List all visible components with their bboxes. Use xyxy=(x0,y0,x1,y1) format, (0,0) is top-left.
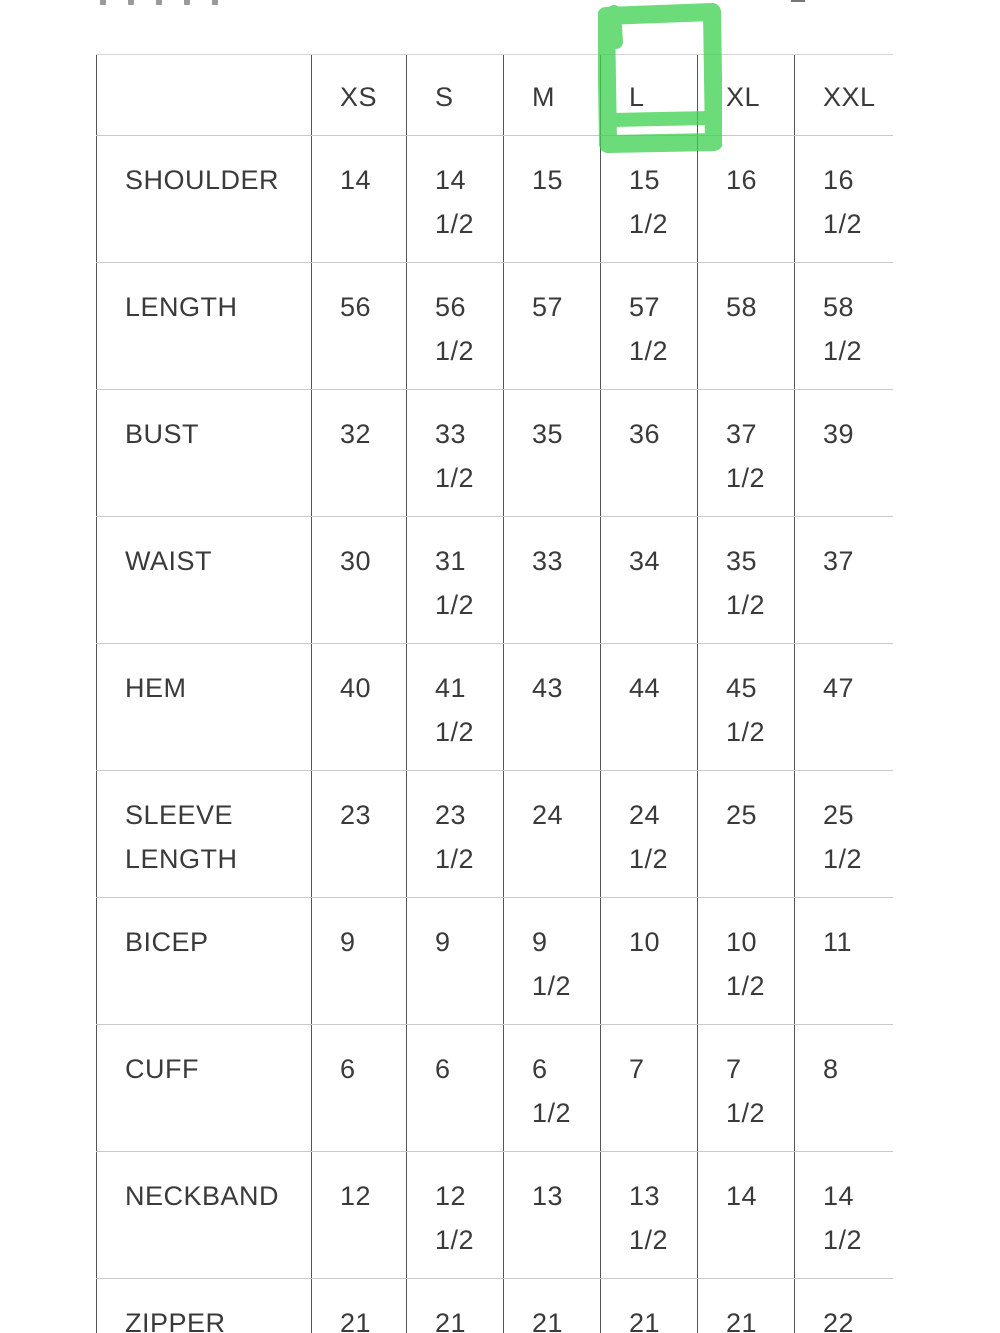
measurement-value: 21 xyxy=(532,1308,564,1333)
measurement-value: 31 1/2 xyxy=(435,546,475,620)
measurement-value: 15 xyxy=(532,165,564,195)
value-cell-xs xyxy=(312,1152,407,1279)
value-cell-m xyxy=(504,263,601,390)
value-cell-l xyxy=(601,1025,698,1152)
header-corner-cell xyxy=(97,55,312,136)
measurement-value: 14 1/2 xyxy=(823,1181,863,1255)
measurement-value: 57 1/2 xyxy=(629,292,669,366)
measurement-value: 12 1/2 xyxy=(435,1181,475,1255)
size-header-xl: XL xyxy=(698,55,795,136)
table-row xyxy=(97,1152,893,1279)
table-row xyxy=(97,517,893,644)
measurement-value: 35 xyxy=(532,419,564,449)
value-cell-xs xyxy=(312,390,407,517)
value-cell-l xyxy=(601,517,698,644)
value-cell-s xyxy=(407,263,504,390)
table-row xyxy=(97,898,893,1025)
value-cell-xl xyxy=(698,263,795,390)
value-cell-xs xyxy=(312,1279,407,1333)
measurement-value: 7 1/2 xyxy=(726,1054,766,1128)
measurement-value: 22 xyxy=(823,1308,855,1333)
value-cell-l xyxy=(601,898,698,1025)
measurement-value: 39 xyxy=(823,419,855,449)
measurement-value: 56 1/2 xyxy=(435,292,475,366)
measurement-value: 6 1/2 xyxy=(532,1054,572,1128)
measurement-value: 21 xyxy=(629,1308,661,1333)
value-cell-m xyxy=(504,644,601,771)
measurement-value: 10 1/2 xyxy=(726,927,766,1001)
value-cell-xs xyxy=(312,898,407,1025)
measurement-value: 21 xyxy=(435,1308,467,1333)
measurement-value: 12 xyxy=(340,1181,372,1211)
value-cell-xxl xyxy=(795,1152,893,1279)
value-cell-xxl xyxy=(795,771,893,898)
measurement-value: 56 xyxy=(340,292,372,322)
measurement-value: 24 xyxy=(532,800,564,830)
cropped-top-text xyxy=(100,0,260,4)
value-cell-xs xyxy=(312,644,407,771)
table-row xyxy=(97,1279,893,1333)
measurement-value: 9 1/2 xyxy=(532,927,572,1001)
measurement-value: 32 xyxy=(340,419,372,449)
value-cell-xs xyxy=(312,1025,407,1152)
measurement-value: 23 xyxy=(340,800,372,830)
value-cell-s xyxy=(407,517,504,644)
value-cell-l xyxy=(601,1279,698,1333)
value-cell-xxl xyxy=(795,1025,893,1152)
size-header-l: L xyxy=(601,55,698,136)
value-cell-s xyxy=(407,1152,504,1279)
measurement-label: ZIPPER xyxy=(97,1279,312,1333)
measurement-value: 9 xyxy=(435,927,451,957)
value-cell-l xyxy=(601,1152,698,1279)
value-cell-s xyxy=(407,644,504,771)
value-cell-s xyxy=(407,1025,504,1152)
measurement-value: 34 xyxy=(629,546,661,576)
table-row xyxy=(97,136,893,263)
measurement-value: 33 1/2 xyxy=(435,419,475,493)
value-cell-xl xyxy=(698,1152,795,1279)
value-cell-l xyxy=(601,390,698,517)
value-cell-l xyxy=(601,644,698,771)
value-cell-m xyxy=(504,136,601,263)
size-header-xs: XS xyxy=(312,55,407,136)
value-cell-m xyxy=(504,771,601,898)
measurement-value: 16 1/2 xyxy=(823,165,863,239)
value-cell-xxl xyxy=(795,136,893,263)
measurement-value: 11 xyxy=(823,927,853,957)
measurement-label: HEM xyxy=(97,644,312,771)
measurement-value: 24 1/2 xyxy=(629,800,669,874)
table-row xyxy=(97,1025,893,1152)
measurement-value: 58 1/2 xyxy=(823,292,863,366)
measurement-value: 35 1/2 xyxy=(726,546,766,620)
value-cell-m xyxy=(504,1152,601,1279)
measurement-value: 7 xyxy=(629,1054,645,1084)
measurement-label: NECKBAND xyxy=(97,1152,312,1279)
value-cell-xl xyxy=(698,1279,795,1333)
table-row xyxy=(97,390,893,517)
cropped-top-dash xyxy=(791,0,805,2)
value-cell-xs xyxy=(312,263,407,390)
measurement-value: 57 xyxy=(532,292,564,322)
measurement-value: 16 xyxy=(726,165,758,195)
size-header-xxl: XXL xyxy=(795,55,893,136)
measurement-value: 41 1/2 xyxy=(435,673,475,747)
measurement-value: 37 xyxy=(823,546,855,576)
size-header-row xyxy=(97,55,893,136)
value-cell-m xyxy=(504,898,601,1025)
measurement-value: 14 xyxy=(340,165,372,195)
measurement-value: 25 1/2 xyxy=(823,800,863,874)
value-cell-xxl xyxy=(795,263,893,390)
measurement-value: 9 xyxy=(340,927,356,957)
value-cell-xl xyxy=(698,390,795,517)
value-cell-xs xyxy=(312,771,407,898)
measurement-value: 21 xyxy=(726,1308,758,1333)
measurement-value: 36 xyxy=(629,419,661,449)
value-cell-m xyxy=(504,517,601,644)
value-cell-xl xyxy=(698,771,795,898)
value-cell-l xyxy=(601,771,698,898)
measurement-value: 37 1/2 xyxy=(726,419,766,493)
size-chart-table xyxy=(96,54,893,1333)
value-cell-l xyxy=(601,263,698,390)
value-cell-xl xyxy=(698,136,795,263)
value-cell-xxl xyxy=(795,517,893,644)
measurement-value: 45 1/2 xyxy=(726,673,766,747)
measurement-label: LENGTH xyxy=(97,263,312,390)
value-cell-s xyxy=(407,390,504,517)
value-cell-xxl xyxy=(795,1279,893,1333)
measurement-label: BUST xyxy=(97,390,312,517)
value-cell-xxl xyxy=(795,644,893,771)
value-cell-s xyxy=(407,136,504,263)
value-cell-s xyxy=(407,898,504,1025)
value-cell-xl xyxy=(698,898,795,1025)
value-cell-s xyxy=(407,771,504,898)
measurement-value: 30 xyxy=(340,546,372,576)
value-cell-xxl xyxy=(795,390,893,517)
measurement-label: WAIST xyxy=(97,517,312,644)
table-row xyxy=(97,644,893,771)
measurement-value: 25 xyxy=(726,800,758,830)
measurement-value: 13 xyxy=(532,1181,564,1211)
measurement-label: SLEEVE LENGTH xyxy=(97,771,312,898)
measurement-value: 10 xyxy=(629,927,661,957)
measurement-value: 6 xyxy=(435,1054,451,1084)
measurement-value: 43 xyxy=(532,673,564,703)
size-header-s: S xyxy=(407,55,504,136)
measurement-value: 58 xyxy=(726,292,758,322)
value-cell-l xyxy=(601,136,698,263)
value-cell-xs xyxy=(312,136,407,263)
table-row xyxy=(97,771,893,898)
measurement-value: 6 xyxy=(340,1054,356,1084)
measurement-value: 14 1/2 xyxy=(435,165,475,239)
value-cell-xl xyxy=(698,644,795,771)
value-cell-xl xyxy=(698,517,795,644)
value-cell-m xyxy=(504,1025,601,1152)
measurement-value: 8 xyxy=(823,1054,839,1084)
value-cell-m xyxy=(504,1279,601,1333)
measurement-value: 23 1/2 xyxy=(435,800,475,874)
measurement-value: 47 xyxy=(823,673,855,703)
value-cell-s xyxy=(407,1279,504,1333)
measurement-value: 44 xyxy=(629,673,661,703)
measurement-value: 33 xyxy=(532,546,564,576)
measurement-value: 14 xyxy=(726,1181,758,1211)
measurement-value: 13 1/2 xyxy=(629,1181,669,1255)
value-cell-xl xyxy=(698,1025,795,1152)
size-header-m: M xyxy=(504,55,601,136)
measurement-value: 15 1/2 xyxy=(629,165,669,239)
value-cell-xs xyxy=(312,517,407,644)
value-cell-xxl xyxy=(795,898,893,1025)
measurement-label: CUFF xyxy=(97,1025,312,1152)
measurement-label: SHOULDER xyxy=(97,136,312,263)
table-row xyxy=(97,263,893,390)
size-table-body xyxy=(97,136,893,1333)
measurement-value: 21 xyxy=(340,1308,372,1333)
measurement-label: BICEP xyxy=(97,898,312,1025)
measurement-value: 40 xyxy=(340,673,372,703)
value-cell-m xyxy=(504,390,601,517)
